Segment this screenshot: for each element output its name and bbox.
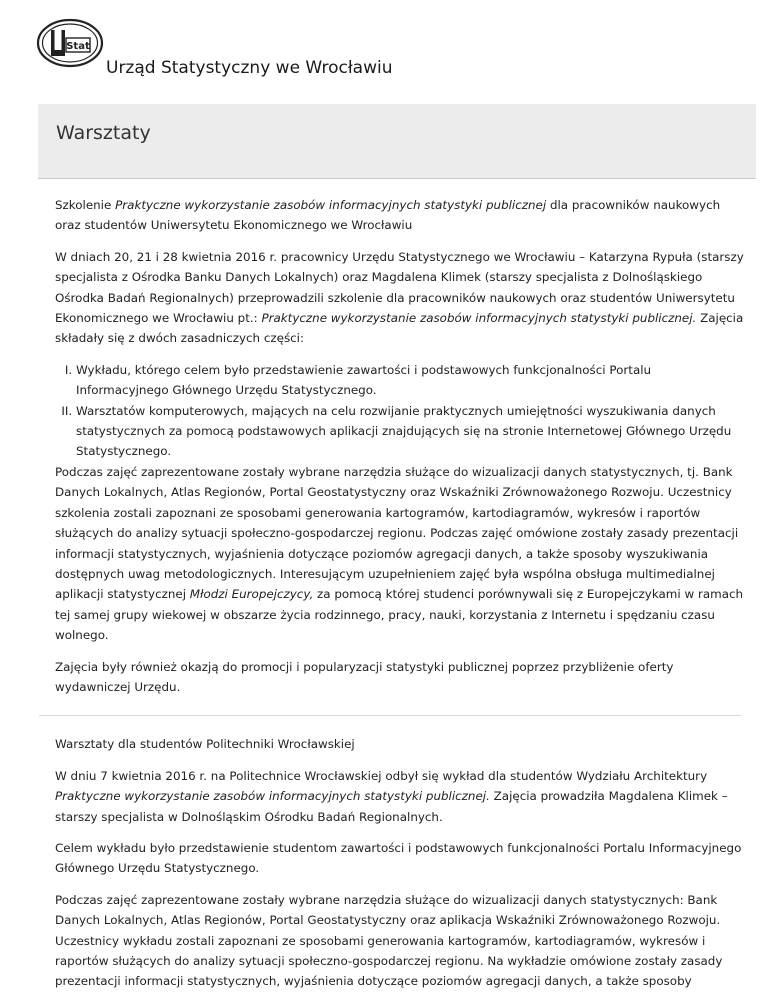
list-item: I. Wykładu, którego celem było przedstawienie zawartości i podstawowych funkcjonalności Portalu Informacyjnego Głównego Urzędu Statystycznego. (76, 360, 745, 401)
article2-paragraph: Celem wykładu było przedstawienie studentom zawartości i podstawowych funkcjonalności Portalu Informacyjnego Głównego Urzędu Statystycznego. (55, 840, 742, 876)
section-divider (39, 715, 741, 716)
org-name[interactable]: Urząd Statystyczny we Wrocławiu (106, 58, 393, 78)
article2-title: Warsztaty dla studentów Politechniki Wrocławskiej (55, 737, 355, 752)
page-header (0, 0, 768, 82)
parts-list (55, 360, 745, 462)
article1-intro (55, 195, 745, 236)
article1-paragraph (55, 247, 745, 349)
page-title-band (38, 104, 756, 179)
training-title-italic: Praktyczne wykorzystanie zasobów informacyjnych statystyki publicznej. (261, 311, 697, 326)
intro-title-italic: Praktyczne wykorzystanie zasobów informacyjnych statystyki publicznej (115, 198, 547, 212)
paragraph-text-end: za pomocą której studenci porównywali się z Europejczykami w ramach tej samej grupy wiekowej w obszarze życia rodzinnego, pracy, nauki, korzystania z Internetu i spędzaniu czasu wolnego. (55, 587, 744, 643)
article2-paragraph (55, 766, 745, 827)
ustat-logo-icon[interactable] (36, 18, 104, 68)
intro-text: Szkolenie (55, 198, 116, 212)
svg-text:Stat: Stat (66, 41, 90, 52)
article1-paragraph: Zajęcia były również okazją do promocji i popularyzacji statystyki publicznej poprzez przybliżenie oferty wydawniczej Urzędu. (55, 659, 674, 694)
paragraph-text: W dniu 7 kwietnia 2016 r. na Politechnice Wrocławskiej odbył się wykład dla studentów Wydziału Architektury (55, 768, 708, 783)
page-title: Warsztaty (56, 122, 151, 144)
paragraph-text: Podczas zajęć zaprezentowane zostały wybrane narzędzia służące do wizualizacji danych statystycznych, tj. Bank Danych Lokalnych, Atlas Regionów, Portal Geostatystyczny oraz Wskaźniki Zrównoważonego Rozwoju. Uczestnicy szkolenia zostali zapoznani ze sposobami generowania kartogramów, kartodiagramów, wykresów i raportów służących do analizy sytuacji społeczno-gospodarczej regionu. Podczas zajęć omówione zostały zasady prezentacji informacji statystycznych, wyjaśnienia dotyczące poziomów agregacji danych, a także sposoby wyszukiwania dostępnych uwag metodologicznych. Interesującym uzupełnieniem zajęć była wspólna obsługa multimedialnej aplikacji statystycznej (55, 464, 739, 602)
article-content (55, 195, 745, 1003)
intro-text-end: dla pracowników naukowych oraz studentów Uniwersytetu Ekonomicznego we Wrocławiu (55, 198, 721, 233)
paragraph-text: W dniach 20, 21 i 28 kwietnia 2016 r. pracownicy Urzędu Statystycznego we Wrocławiu – Katarzyna Rypuła (starszy specjalista z Ośrodka Banku Danych Lokalnych) oraz Magdalena Klimek (starszy specjalista z Dolnośląskiego Ośrodka Badań Regionalnych) przeprowadzili szkolenie dla pracowników naukowych oraz studentów Uniwersytetu Ekonomicznego we Wrocławiu pt.: (55, 249, 744, 326)
app-name-italic: Młodzi Europejczycy, (189, 587, 314, 602)
article1-paragraph (55, 462, 745, 646)
paragraph-text-end: Zajęcia prowadziła Magdalena Klimek – starszy specjalista w Dolnośląskim Ośrodku Badań Regionalnych. (55, 789, 728, 824)
list-item: II. Warsztatów komputerowych, mających na celu rozwijanie praktycznych umiejętności wyszukiwania danych statystycznych za pomocą podstawowych aplikacji znajdujących się na stronie Internetowej Głównego Urzędu Statystycznego. (76, 401, 745, 462)
paragraph-text-end: Zajęcia składały się z dwóch zasadniczych części: (55, 311, 744, 346)
article2-paragraph: Podczas zajęć zaprezentowane zostały wybrane narzędzia służące do wizualizacji danych statystycznych: Bank Danych Lokalnych, Atlas Regionów, Portal Geostatystyczny oraz aplikacja Wskaźniki Zrównoważonego Rozwoju. Uczestnicy wykładu zostali zapoznani ze sposobami generowania kartogramów, kartodiagramów, wykresów i raportów służących do analizy sytuacji społeczno-gospodarczej regionu. Na wykładzie omówione zostały zasady prezentacji informacji statystycznych, wyjaśnienia dotyczące poziomów agregacji danych, a także sposoby (55, 892, 723, 989)
training-title-italic: Praktyczne wykorzystanie zasobów informacyjnych statystyki publicznej. (55, 789, 490, 804)
